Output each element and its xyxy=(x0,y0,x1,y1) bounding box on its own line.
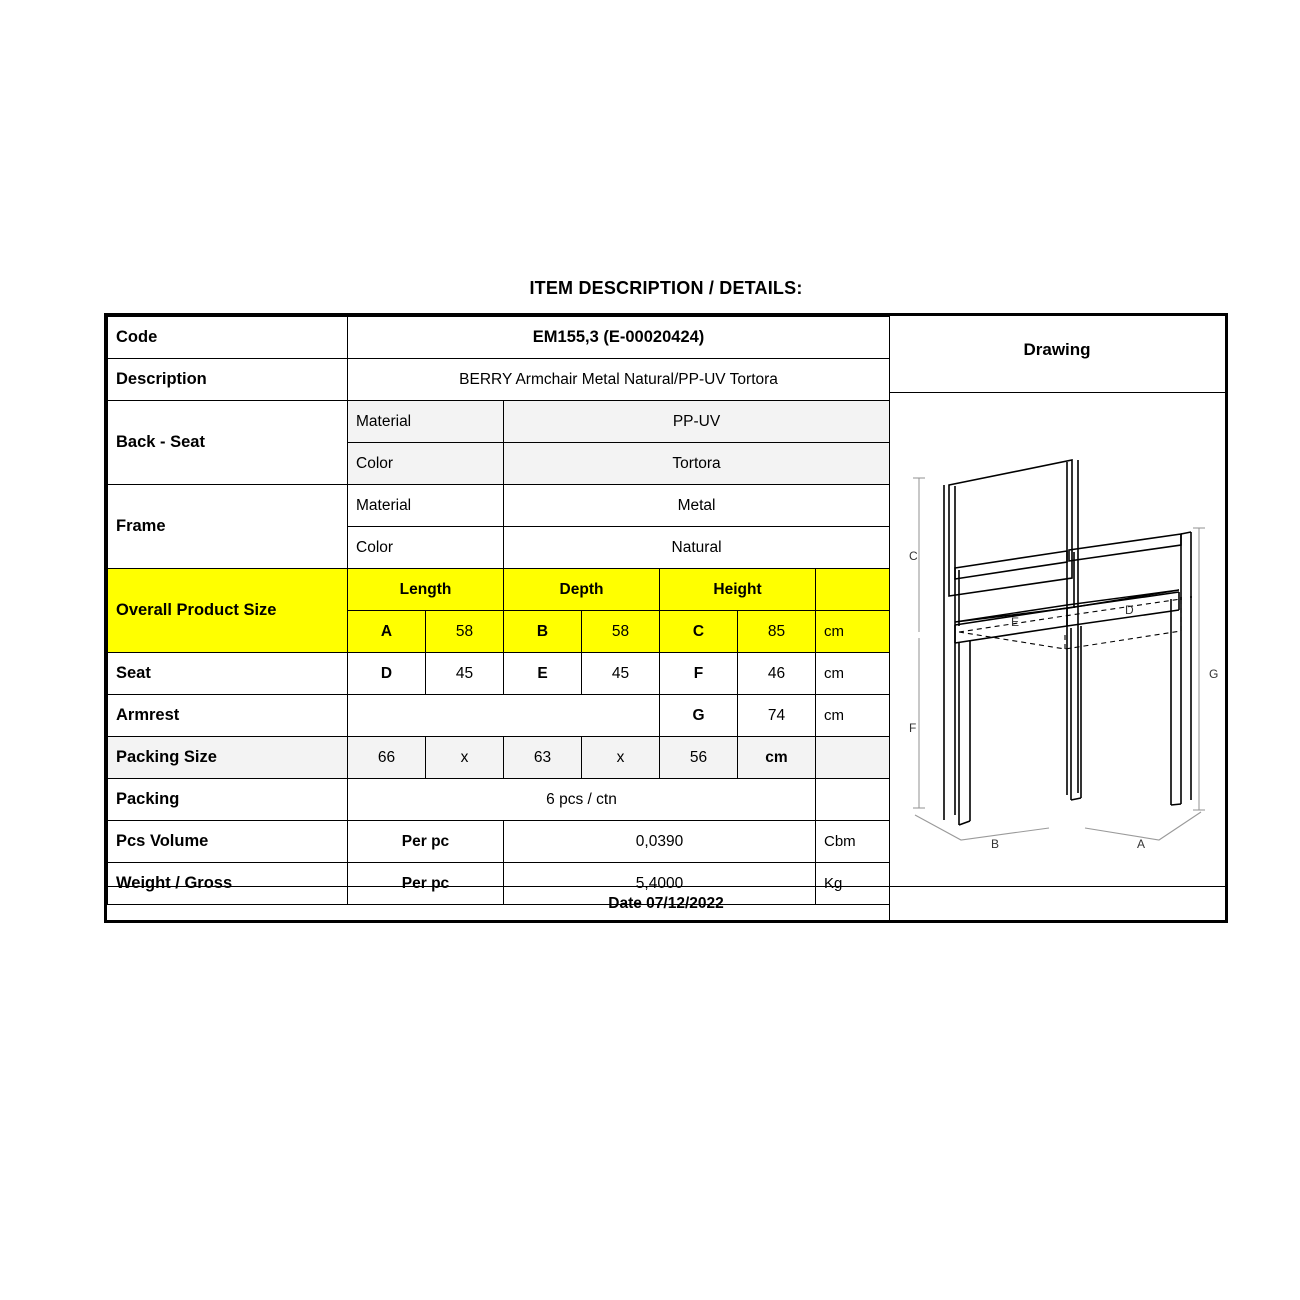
seat-f-key: F xyxy=(660,653,738,695)
packing-size-height: 56 xyxy=(660,737,738,779)
table-row-packing-size xyxy=(108,737,890,779)
seat-d-key: D xyxy=(348,653,426,695)
armrest-g-key: G xyxy=(660,695,738,737)
overall-height-header: Height xyxy=(660,569,816,611)
armrest-empty-cell xyxy=(348,695,660,737)
page-title: ITEM DESCRIPTION / DETAILS: xyxy=(529,278,803,298)
back-seat-label: Back - Seat xyxy=(108,401,348,485)
armrest-g-value: 74 xyxy=(738,695,816,737)
pcs-volume-unit: Cbm xyxy=(816,821,890,863)
table-row-back-seat-material xyxy=(108,401,890,443)
overall-c-key: C xyxy=(660,611,738,653)
armrest-unit: cm xyxy=(816,695,890,737)
weight-unit: Kg xyxy=(816,863,890,905)
table-row-armrest xyxy=(108,695,890,737)
specification-table xyxy=(107,316,890,905)
table-row-code xyxy=(108,317,890,359)
table-row-overall-headers xyxy=(108,569,890,611)
table-row-seat xyxy=(108,653,890,695)
table-row-packing xyxy=(108,779,890,821)
packing-size-label: Packing Size xyxy=(108,737,348,779)
overall-size-label: Overall Product Size xyxy=(108,569,348,653)
dimension-label-f: F xyxy=(909,721,917,735)
frame-material-label: Material xyxy=(348,485,504,527)
dimension-label-d: D xyxy=(1125,603,1134,617)
packing-size-x2: x xyxy=(582,737,660,779)
dimension-label-e: E xyxy=(1011,615,1020,629)
drawing-divider xyxy=(889,392,1225,393)
overall-unit: cm xyxy=(816,611,890,653)
weight-per: Per pc xyxy=(348,863,504,905)
code-value: EM155,3 (E-00020424) xyxy=(348,317,890,359)
code-label: Code xyxy=(108,317,348,359)
seat-f-value: 46 xyxy=(738,653,816,695)
table-row-description xyxy=(108,359,890,401)
overall-b-value: 58 xyxy=(582,611,660,653)
overall-length-header: Length xyxy=(348,569,504,611)
overall-a-value: 58 xyxy=(426,611,504,653)
packing-label: Packing xyxy=(108,779,348,821)
packing-spacer xyxy=(816,779,890,821)
overall-c-value: 85 xyxy=(738,611,816,653)
back-seat-material-label: Material xyxy=(348,401,504,443)
chair-drawing xyxy=(889,400,1225,900)
armrest-label: Armrest xyxy=(108,695,348,737)
seat-e-value: 45 xyxy=(582,653,660,695)
pcs-volume-value: 0,0390 xyxy=(504,821,816,863)
pcs-volume-label: Pcs Volume xyxy=(108,821,348,863)
table-row-pcs-volume xyxy=(108,821,890,863)
overall-header-unit-spacer xyxy=(816,569,890,611)
dimension-label-a: A xyxy=(1137,837,1146,851)
weight-value: 5,4000 xyxy=(504,863,816,905)
frame-color-label: Color xyxy=(348,527,504,569)
frame-label: Frame xyxy=(108,485,348,569)
description-label: Description xyxy=(108,359,348,401)
pcs-volume-per: Per pc xyxy=(348,821,504,863)
packing-size-width: 63 xyxy=(504,737,582,779)
dimension-label-b: B xyxy=(991,837,1000,851)
seat-unit: cm xyxy=(816,653,890,695)
seat-d-value: 45 xyxy=(426,653,504,695)
table-row-frame-material xyxy=(108,485,890,527)
description-value: BERRY Armchair Metal Natural/PP-UV Tortora xyxy=(348,359,890,401)
back-seat-material-value: PP-UV xyxy=(504,401,890,443)
dimension-label-g: G xyxy=(1209,667,1219,681)
frame-material-value: Metal xyxy=(504,485,890,527)
dimension-label-c: C xyxy=(909,549,918,563)
back-seat-color-value: Tortora xyxy=(504,443,890,485)
weight-label: Weight / Gross xyxy=(108,863,348,905)
seat-e-key: E xyxy=(504,653,582,695)
packing-size-x1: x xyxy=(426,737,504,779)
frame-color-value: Natural xyxy=(504,527,890,569)
overall-depth-header: Depth xyxy=(504,569,660,611)
overall-b-key: B xyxy=(504,611,582,653)
packing-size-spacer xyxy=(816,737,890,779)
packing-size-length: 66 xyxy=(348,737,426,779)
packing-value: 6 pcs / ctn xyxy=(348,779,816,821)
date-footer: Date 07/12/2022 xyxy=(107,886,1225,920)
packing-size-unit: cm xyxy=(738,737,816,779)
back-seat-color-label: Color xyxy=(348,443,504,485)
drawing-title: Drawing xyxy=(1023,340,1091,359)
overall-a-key: A xyxy=(348,611,426,653)
seat-label: Seat xyxy=(108,653,348,695)
